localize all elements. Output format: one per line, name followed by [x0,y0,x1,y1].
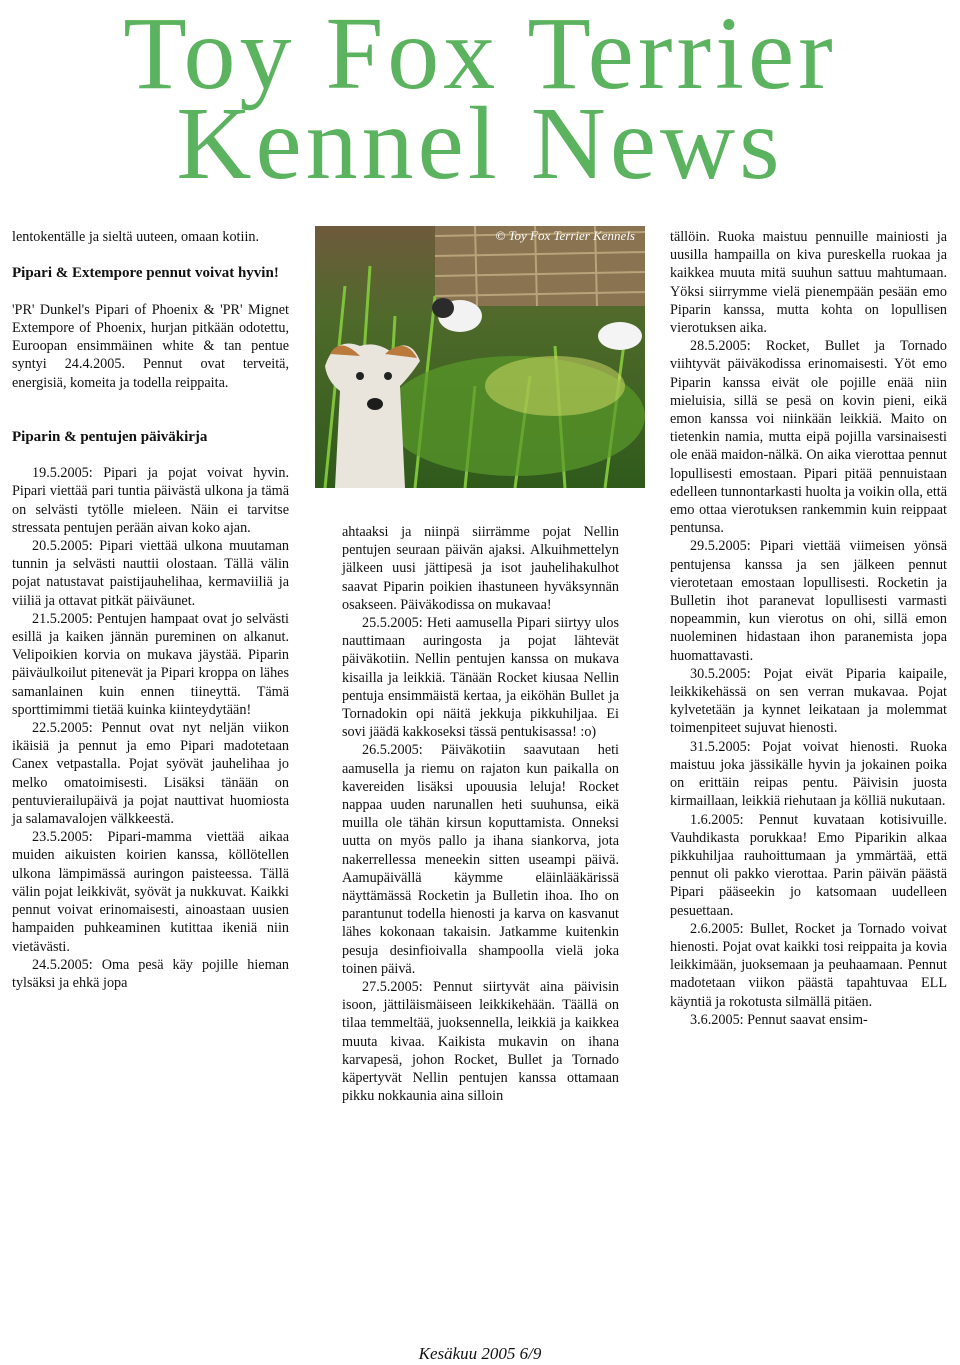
diary-entry-23-5: 23.5.2005: Pipari-mamma viettää aikaa muiden aikuisten koirien kanssa, köllötellen ulkona lämpimässä auringon paisteessa. Tällä välin pojat leikkivät, syövät ja nukkuvat. Kaikki pennut voivat erinomaisesti, ainoastaan uusien hampaiden puhkeaminen kutittaa ikeniä niin vietävästi. [12,829,289,955]
paragraph: tällöin. Ruoka maistuu pennuille mainiosti ja uusilla hampailla on kiva pureskella ruokaa ja kaikkea muuta mitä suuhun sattuu mahtumaan. Yöksi siirrymme vielä pienempään pesään emo Piparin kanssa, mutta kohta on lopullisen vierotuksen aika. [670,229,947,337]
diary-entry-24-5: 24.5.2005: Oma pesä käy pojille hieman tylsäksi ja ehkä jopa [12,956,289,991]
diary-entry-27-5: 27.5.2005: Pennut siirtyvät aina päivisin isoon, jättiläismäiseen leikkikehään. Täällä on tilaa temmeltää, juoksennella, leikkiä ja kaikkea muuta kivaa. Kaikista mukavin on ihana karvapesä, johon Rocket, Bullet ja Tornado käpertyvät Nellin pentujen kanssa ottamaan pikku nokkaunia aina silloin [342,979,619,1105]
masthead-title-line1: Toy Fox Terrier [123,0,837,111]
page-footer: Kesäkuu 2005 6/9 [418,1344,542,1363]
article-column-3 [670,228,947,1029]
puppy-photo [315,226,645,488]
diary-entry-2-6: 2.6.2005: Bullet, Rocket ja Tornado voivat hienosti. Pojat ovat kaikki tosi reippaita ja kovia leikkimään, juoksemaan ja peuhaamaan. Pennut madotetaan viikon päästä tapahtuvaa ELL käyntiä ja rokotusta silmällä pitäen. [670,920,947,1010]
diary-entry-20-5: 20.5.2005: Pipari viettää ulkona muutaman tunnin ja selvästi nauttii olostaan. Tällä välin pojat natustavat paistijauhelihaa, kermaviiliä ja viiliä ja ottavat pitkät päiväunet. [12,538,289,609]
puppy-photo-image [315,226,645,488]
paragraph: 'PR' Dunkel's Pipari of Phoenix & 'PR' Mignet Extempore of Phoenix, hurjan pitkään odotettu, Euroopan ensimmäinen white & tan pentue syntyi 24.4.2005. Pennut ovat terveitä, energisiä, komeita ja todella reippaita. [12,301,289,391]
intro-paragraph: lentokentälle ja sieltä uuteen, omaan kotiin. [12,229,260,245]
diary-entry-1-6: 1.6.2005: Pennut kuvataan kotisivuille. Vauhdikasta porukkaa! Emo Piparikin alkaa pikkuhiljaa rauhoittumaan ja ymmärtää, että pennut oli pakko vierottaa. Parin päivän päästä Pipari pääseekin jo katsomaan uudelleen pesuettaan. [670,811,947,919]
diary-entry-29-5: 29.5.2005: Pipari viettää viimeisen yönsä pentujensa kanssa ja sen jälkeen pennut vierotetaan emostaan lopullisesti. Rocketin ja Bulletin ihot paranevat lopullisesti varmasti nopeammin, kun vierotus on ohi, sillä emon nuoleminen hidastaan ihon paranemista jopa huomattavasti. [670,538,947,664]
diary-entry-21-5: 21.5.2005: Pentujen hampaat ovat jo selvästi esillä ja kaiken jännän pureminen on alkanut. Velipoikien korvia on mukava jäystää. Piparin päiväulkoilut pitenevät ja Pipari kroppa on lähes samanlainen kuin ennen tiineyttä. Tämä sporttimimmi tietää kuinka kiinteydytään! [12,610,289,718]
photo-watermark: © Toy Fox Terrier Kennels [495,228,635,243]
diary-entry-26-5: 26.5.2005: Päiväkotiin saavutaan heti aamusella ja riemu on rajaton kun paikalla on kavereiden lisäksi upouusia leluja! Rocket nappaa uuden narunallen heti suuhunsa, eikä muilla ole tähän kirsun koputtamista. Onneksi uutta on myös pallo ja ihana siankorva, jota nakerrellessa meneekin sitten useampi päivä. Aamupäivällä käymme eläinlääkärissä näyttämässä Rocketin ja Bulletin ihoa. Iho on parantunut todella hienosti ja karva on kasvanut lähes kokonaan takaisin. Jatkamme kuitenkin pesuja desinfioivalla shampoolla vielä joka toinen päivä. [342,742,619,977]
diary-entry-31-5: 31.5.2005: Pojat voivat hienosti. Ruoka maistuu joka jässikälle hyvin ja jokainen poika on erittäin reipas pentu. Päivisin juosta kirmaillaan, leikkiä riehutaan ja kölliä nukutaan. [670,738,947,810]
diary-entry-3-6: 3.6.2005: Pennut saavat ensim- [690,1011,868,1028]
diary-entry-25-5: 25.5.2005: Heti aamusella Pipari siirtyy ulos nauttimaan auringosta ja pojat lähtevät päiväkotiin. Nellin pentujen kanssa on mukava kisailla ja leikkiä. Tänään Rocket kiusaa Nellin pentuja ensimmäistä kertaa, ja eiköhän Bullet ja Tornadokin opi näitä jekkuja pikkuhiljaa. Ei sovi jäädä kakkoseksi tässä pentukisassa! :o) [342,615,619,741]
diary-entry-22-5: 22.5.2005: Pennut ovat nyt neljän viikon ikäisiä ja pennut ja emo Pipari madotetaan Canex vetpastalla. Pojat syövät jauhelihaa jo melko omatoimisesti. Lisäksi tänään on pentuvierailupäivä ja pojat nauttivat huomiosta ja salamavalojen välkkeestä. [12,720,289,828]
diary-entry-30-5: 30.5.2005: Pojat eivät Piparia kaipaile, leikkikehässä on sen verran mukavaa. Pojat kylvetetään ja kynnet leikataan ja molemmat toimenpiteet sujuvat hienosti. [670,665,947,737]
diary-entry-28-5: 28.5.2005: Rocket, Bullet ja Tornado viihtyvät päiväkodissa erinomaisesti. Yöt emo Piparin kanssa eivät ole pojille enää niin mieluisia, sillä se pesä on kovin pieni, eikä emon kanssa voi niinkään leikkiä. Maito on tietenkin namia, mutta eipä pojilla varsinaisesti ole enää maidon-nälkä. On aika vierottaa pennut lopullisesti emostaan. Pipari pitää pennuistaan edelleen tunnontarkasti huolta ja voikin olla, että emo ottaa vierotuksen rankemmin kuin reippaat pentunsa. [670,338,947,537]
diary-entry-19-5: 19.5.2005: Pipari ja pojat voivat hyvin. Pipari viettää pari tuntia päivästä ulkona ja tämä on selvästi tytölle mieleen. Näin ei tarvitse stressata pentujen perään aivan koko ajan. [12,465,289,536]
article-column-1 [12,228,289,992]
heading-pennut-voivat-hyvin: Pipari & Extempore pennut voivat hyvin! [12,265,279,282]
masthead [0,0,960,210]
article-column-2 [342,523,619,1106]
masthead-title-line2: Kennel News [176,86,784,201]
paragraph: ahtaaksi ja niinpä siirrämme pojat Nellin pentujen seuraan päivän ajaksi. Alkuihmettelyn jälkeen uusi jättipesä ja isot jauhelihakulhot saavat Piparin poikien ihastuneen hyväksynnän osakseen. Päiväkodissa on mukavaa! [342,524,619,613]
heading-paivakirja: Piparin & pentujen päiväkirja [12,428,208,445]
